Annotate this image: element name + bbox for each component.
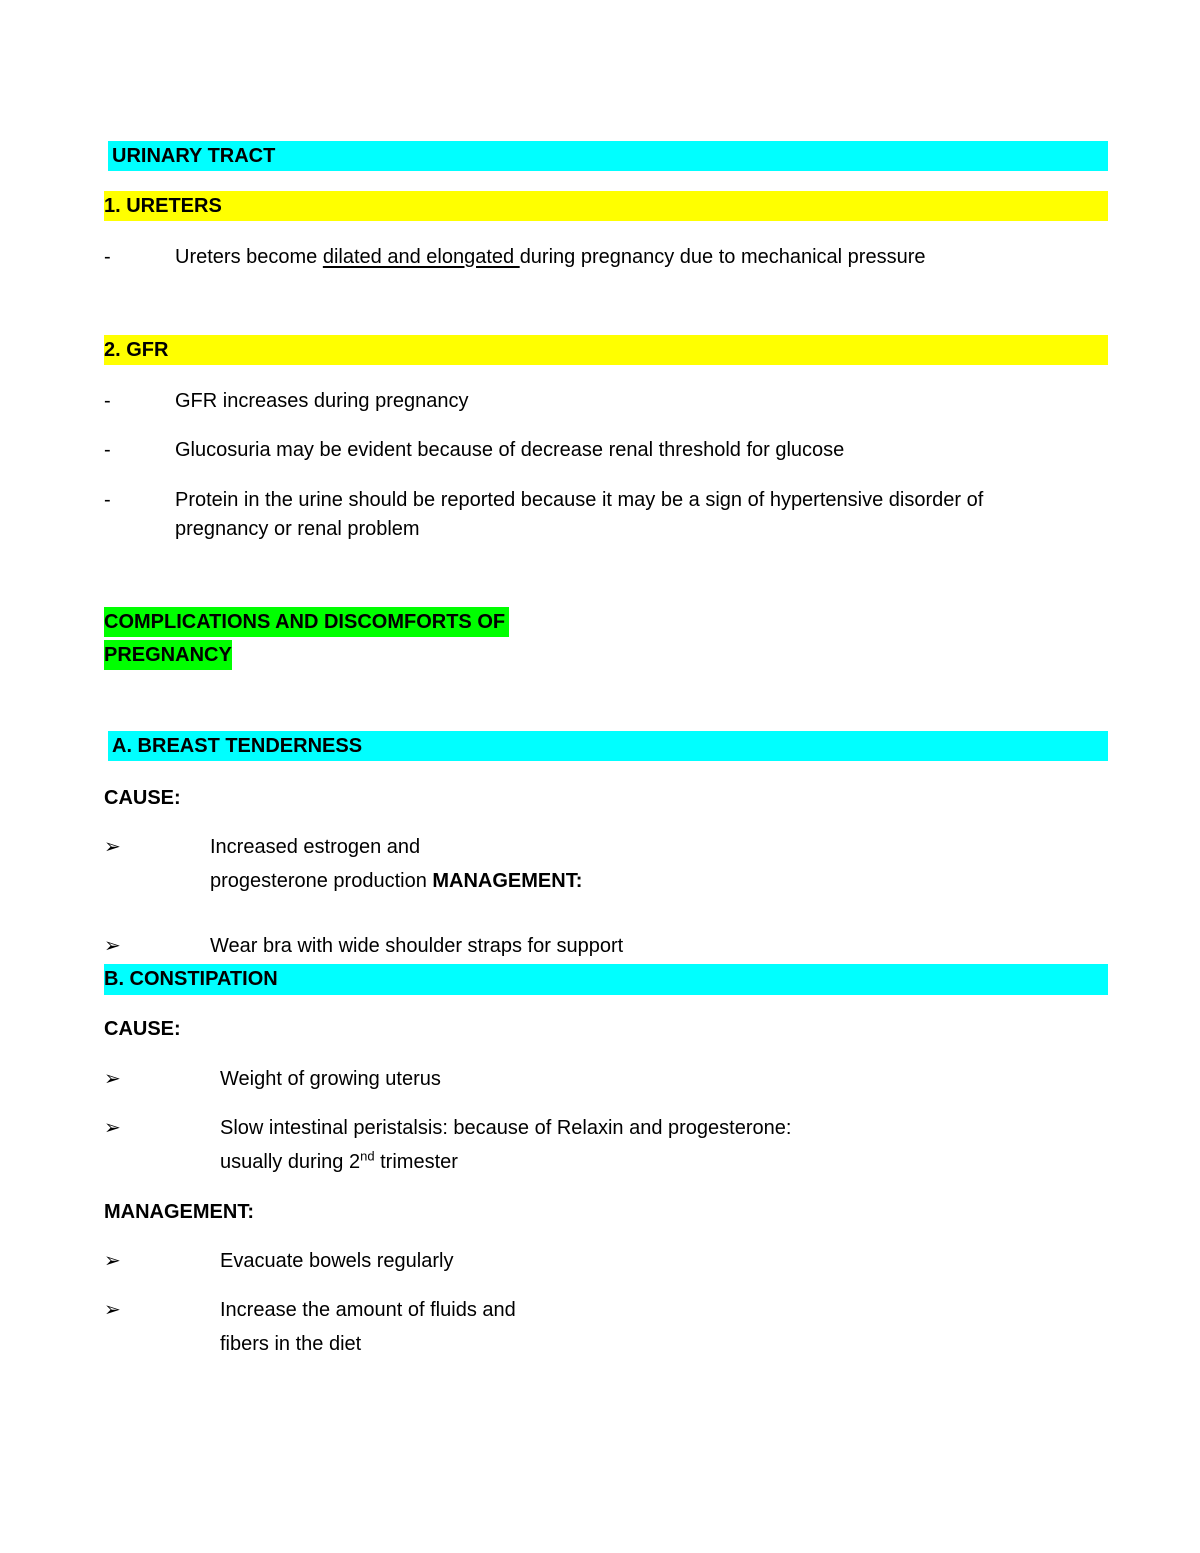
cause-cont-before: usually during 2 bbox=[220, 1151, 361, 1173]
constipation-cause-label: CAUSE: bbox=[104, 1018, 181, 1040]
gfr-item-1: GFR increases during pregnancy bbox=[175, 390, 469, 412]
gfr-item-2: Glucosuria may be evident because of decrease renal threshold for glucose bbox=[175, 439, 845, 461]
gfr-heading-band bbox=[104, 335, 1108, 365]
arrow-bullet: ➢ bbox=[104, 1299, 121, 1321]
breast-cause-label: CAUSE: bbox=[104, 787, 181, 809]
constipation-management-item-2-continued: fibers in the diet bbox=[220, 1333, 362, 1355]
complications-heading-line2: PREGNANCY bbox=[104, 640, 232, 670]
breast-tenderness-heading-band bbox=[108, 731, 1108, 761]
list-bullet: - bbox=[104, 246, 111, 268]
list-bullet: - bbox=[104, 439, 111, 461]
ureters-heading-band bbox=[104, 191, 1108, 221]
list-bullet: - bbox=[104, 390, 111, 412]
breast-cause-line1: Increased estrogen and bbox=[210, 836, 421, 858]
constipation-management-item-1: Evacuate bowels regularly bbox=[220, 1250, 454, 1272]
ordinal-superscript: nd bbox=[360, 1148, 375, 1164]
gfr-item-3: Protein in the urine should be reported because it may be a sign of hypertensive disorder of bbox=[175, 489, 984, 511]
urinary-tract-heading-band bbox=[108, 141, 1108, 171]
arrow-bullet: ➢ bbox=[104, 1117, 121, 1139]
arrow-bullet: ➢ bbox=[104, 935, 121, 957]
constipation-cause-item-1: Weight of growing uterus bbox=[220, 1068, 441, 1090]
constipation-heading: B. CONSTIPATION bbox=[104, 968, 278, 990]
ureters-text-before: Ureters become bbox=[175, 246, 323, 268]
constipation-cause-item-2-continued bbox=[220, 1148, 458, 1176]
arrow-bullet: ➢ bbox=[104, 1068, 121, 1090]
constipation-management-item-2: Increase the amount of fluids and bbox=[220, 1299, 516, 1321]
arrow-bullet: ➢ bbox=[104, 836, 121, 858]
gfr-heading: 2. GFR bbox=[104, 339, 169, 361]
constipation-heading-band bbox=[104, 964, 1108, 995]
gfr-item-3-continued: pregnancy or renal problem bbox=[175, 518, 420, 540]
list-bullet: - bbox=[104, 489, 111, 511]
constipation-management-label: MANAGEMENT: bbox=[104, 1201, 254, 1223]
complications-heading-line1: COMPLICATIONS AND DISCOMFORTS OF bbox=[104, 607, 509, 637]
ureters-text-underlined: dilated and elongated bbox=[322, 246, 520, 268]
ureters-text-after: during pregnancy due to mechanical pressure bbox=[519, 246, 926, 268]
arrow-bullet: ➢ bbox=[104, 1250, 121, 1272]
ureters-text bbox=[175, 243, 926, 271]
cause-cont-after: trimester bbox=[374, 1151, 458, 1173]
breast-cause-line2 bbox=[210, 867, 582, 895]
breast-management-label: MANAGEMENT: bbox=[432, 870, 583, 892]
ureters-heading: 1. URETERS bbox=[104, 195, 222, 217]
breast-cause-line2-text: progesterone production bbox=[210, 870, 433, 892]
breast-management-item: Wear bra with wide shoulder straps for support bbox=[210, 935, 624, 957]
breast-tenderness-heading: A. BREAST TENDERNESS bbox=[112, 735, 363, 757]
constipation-cause-item-2: Slow intestinal peristalsis: because of Relaxin and progesterone: bbox=[220, 1117, 792, 1139]
urinary-tract-heading: URINARY TRACT bbox=[112, 145, 276, 167]
